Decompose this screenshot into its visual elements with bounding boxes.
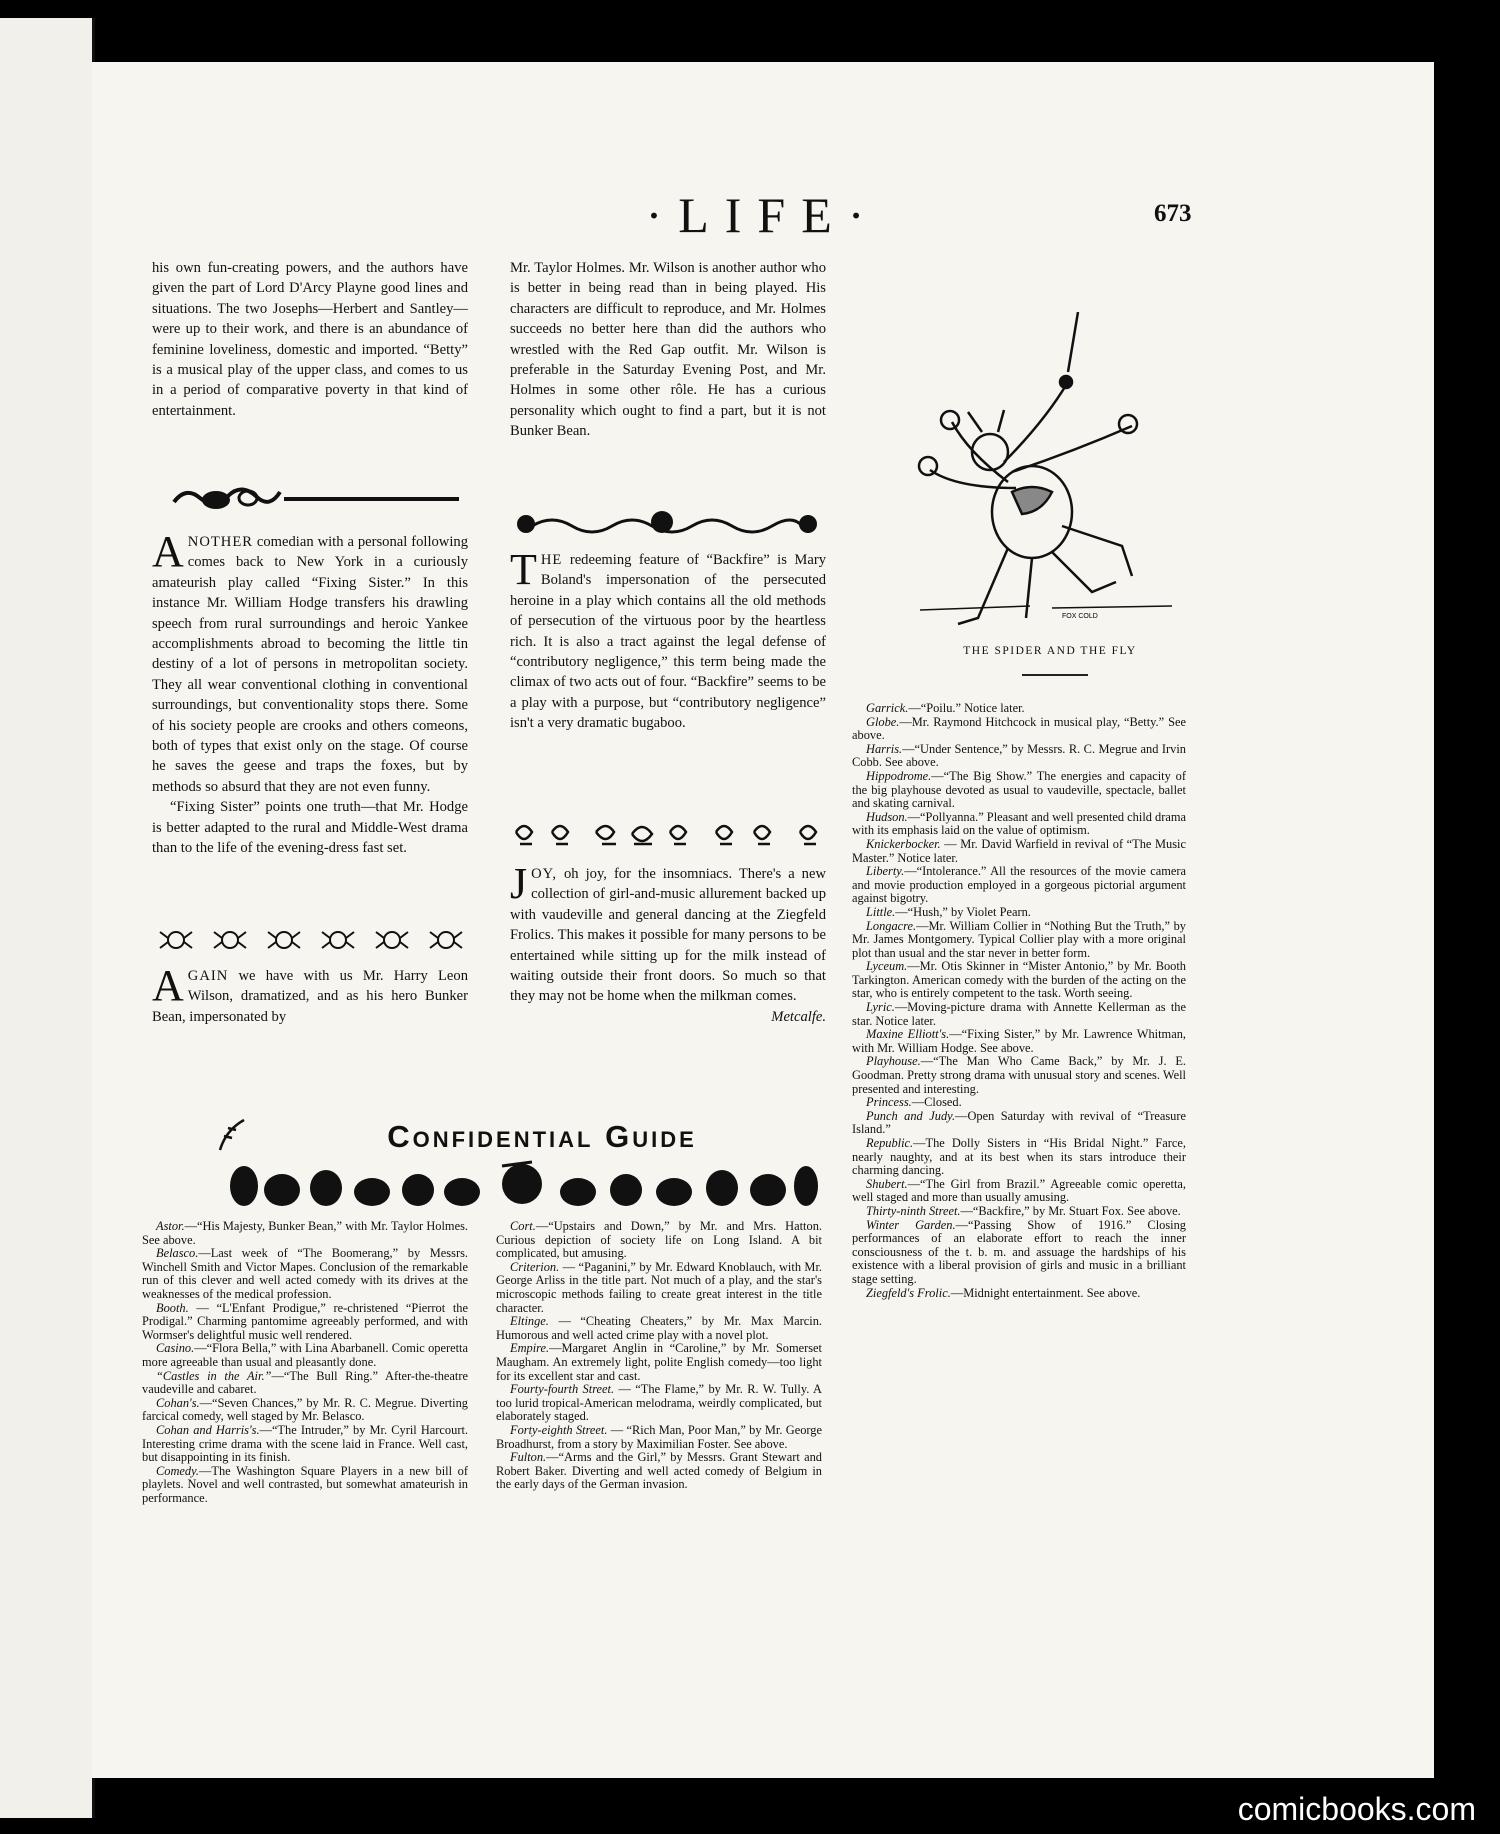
artist-signature: FOX COLD [1062, 613, 1098, 620]
guide-entry: Harris.—“Under Sentence,” by Messrs. R. C. Megrue and Irvin Cobb. See above. [852, 741, 1186, 770]
previous-page-edge [0, 18, 95, 1818]
guide-entry: Cohan's.—“Seven Chances,” by Mr. R. C. Megrue. Diverting farcical comedy, well staged by Mr. Belasco. [142, 1395, 468, 1424]
guide-entry: Fulton.—“Arms and the Girl,” by Messrs. Grant Stewart and Robert Baker. Diverting and well acted comedy of Belgium in the early days of the German invasion. [496, 1450, 822, 1492]
guide-entry: Maxine Elliott's.—“Fixing Sister,” by Mr. Lawrence Whitman, with Mr. William Hodge. See above. [852, 1027, 1186, 1055]
review-column-1b [152, 527, 468, 859]
guide-entry: Booth. — “L'Enfant Prodigue,” re-christened “Pierrot the Prodigal.” Charming pantomime agreeably performed, and with Wormser's delightful music well rendered. [142, 1300, 468, 1342]
guide-entry: Playhouse.—“The Man Who Came Back,” by Mr. J. E. Goodman. Pretty strong drama with unusual story and scenes. Well presented and interesting. [852, 1054, 1186, 1096]
guide-entry: “Castles in the Air.”—“The Bull Ring.” After-the-theatre vaudeville and cabaret. [142, 1368, 468, 1397]
guide-entry: Cohan and Harris's.—“The Intruder,” by Mr. Cyril Harcourt. Interesting crime drama with the scene laid in France. Well cast, but disappointing in its finish. [142, 1422, 468, 1465]
guide-entry: Winter Garden.—“Passing Show of 1916.” Closing performances of an elaborate effort to reach the inner consciousness of the t. b. m. and assuage the hardships of his existence with a liberal provision of girls and music in a brilliant stage setting. [852, 1217, 1186, 1286]
paragraph: his own fun-creating powers, and the authors have given the part of Lord D'Arcy Playne good lines and situations. The two Josephs—Herbert and Santley—were up to their work, and there is an abundance of feminine loveliness, domestic and imported. “Betty” is a musical play of the upper class, and comes to us in a period of comparative poverty in that kind of entertainment. [152, 260, 468, 419]
figure-ornament-row [152, 924, 468, 956]
drop-cap: A [152, 961, 184, 1010]
paragraph: “Fixing Sister” points one truth—that Mr. Hodge is better adapted to the rural and Middle-West drama than to the life of the evening-dress fast set. [152, 799, 468, 857]
review-column-2b [510, 545, 826, 734]
guide-entry: Garrick.—“Poilu.” Notice later. [866, 701, 1025, 715]
guide-entry: Globe.—Mr. Raymond Hitchcock in musical play, “Betty.” See above. [852, 714, 1186, 743]
guide-entry: Fourty-fourth Street. — “The Flame,” by Mr. R. W. Tully. A too lurid tropical-American melodrama, weirdly complicated, but elaborately staged. [496, 1382, 822, 1424]
watermark: comicbooks.com [1237, 1791, 1476, 1827]
guide-entry: Ziegfeld's Frolic.—Midnight entertainment. See above. [866, 1285, 1141, 1300]
guide-entry: Forty-eighth Street. — “Rich Man, Poor Man,” by Mr. George Broadhurst, from a story by Maximilian Foster. See above. [496, 1422, 822, 1451]
guide-entry: Hudson.—“Pollyanna.” Pleasant and well presented child drama with its emphasis laid on the value of optimism. [852, 809, 1187, 838]
guide-entry: Belasco.—Last week of “The Boomerang,” by Messrs. Winchell Smith and Victor Mapes. Conclusion of the remarkable run of this clever and well acted comedy with its drives at the weaknesses of the medical profession. [142, 1246, 468, 1301]
guide-entry: Shubert.—“The Girl from Brazil.” Agreeable comic operetta, well staged and more than usually amusing. [852, 1176, 1186, 1205]
review-column-2c [510, 859, 826, 1027]
review-column-2 [510, 258, 826, 442]
orchestra-illustration [222, 1160, 822, 1212]
signature: Metcalfe. [771, 1008, 826, 1025]
illustration-caption: THE SPIDER AND THE FLY [963, 645, 1137, 657]
guide-entry: Cort.—“Upstairs and Down,” by Mr. and Mrs. Hatton. Curious depiction of society life on Long Island. A bit complicated, but amusing. [496, 1219, 822, 1261]
review-column-1c [152, 961, 468, 1027]
page-number: 673 [1154, 200, 1192, 227]
paragraph: Mr. Taylor Holmes. Mr. Wilson is another author who is better in being read than in being played. His characters are difficult to reproduce, and Mr. Holmes succeeds no better here than did the authors who wrestled with the Red Gap outfit. Mr. Wilson is preferable in the Saturday Evening Post, and Mr. Holmes in some other rôle. He has a curious personality which ought to find a part, but it is not Bunker Bean. [510, 260, 826, 440]
guide-entry: Liberty.—“Intolerance.” All the resources of the movie camera and movie production employed in a gorgeous pictorial argument against bigotry. [852, 864, 1186, 906]
guide-column-2 [496, 1220, 822, 1492]
guide-title: Confidential Guide [387, 1119, 697, 1154]
spider-illustration [912, 312, 1182, 642]
drop-cap: A [152, 527, 184, 576]
caption-rule [1022, 674, 1088, 676]
magazine-page [92, 62, 1434, 1778]
paragraph: ANOTHER comedian with a personal following comes back to New York in a curiously amateurish play called “Fixing Sister.” In this instance Mr. William Hodge transfers his drawling speech from rural surroundings and heroic Yankee accomplishments abroad to becoming the little tin destiny of a lot of persons in metropolitan society. They all wear conventional clothing in conventional surroundings, but conventionality stops there. Some of his society people are crooks and others comeons, both of types that exist only on the stage. Of course he saves the geese and traps the foxes, but by methods so absurd that they are not even funny. [152, 527, 468, 795]
guide-entry: Casino.—“Flora Bella,” with Lina Abarbanell. Comic operetta more agreeable than usual and pleasantly done. [142, 1341, 468, 1369]
guide-entry: Princess.—Closed. [866, 1095, 962, 1110]
guide-entry: Hippodrome.—“The Big Show.” The energies and capacity of the big playhouse devoted as usual to vaudeville, spectacle, ballet and skating carnival. [852, 768, 1186, 811]
guide-entry: Astor.—“His Majesty, Bunker Bean,” with Mr. Taylor Holmes. See above. [142, 1219, 468, 1247]
scroll-ornament [166, 482, 466, 516]
guide-entry: Punch and Judy.—Open Saturday with revival of “Treasure Island.” [852, 1108, 1186, 1137]
laurel-icon [214, 1114, 254, 1154]
paragraph: THE redeeming feature of “Backfire” is Mary Boland's impersonation of the persecuted heroine in a play which contains all the old methods of persecution of the virtuous poor by the heartless rich. It is also a tract against the legal defense of “contributory negligence,” this term being made the climax of two acts out of four. “Backfire” seems to be a play with a purpose, but “contributory negligence” isn't a very dramatic bugaboo. [510, 545, 826, 732]
drop-cap: T [510, 545, 537, 594]
guide-entry: Empire.—Margaret Anglin in “Caroline,” by Mr. Somerset Maugham. An extremely light, polite English comedy—too light for its excellent star and cast. [496, 1341, 822, 1383]
doodle-ornament-row [510, 818, 826, 854]
guide-entry: Republic.—The Dolly Sisters in “His Bridal Night.” Farce, nearly naughty, and at its best when its stars introduce their charming dancing. [852, 1136, 1186, 1178]
masthead: ·LIFE· [645, 187, 881, 243]
guide-column-3 [852, 702, 1186, 1300]
paragraph: JOY, oh joy, for the insomniacs. There's a new collection of girl-and-music allurement backed up with vaudeville and general dancing at the Ziegfeld Frolics. This makes it possible for many persons to be entertained while sitting up for the milk instead of waiting outside their front doors. So much so that they may not be home when the milkman comes. [510, 859, 826, 1005]
guide-entry: Thirty-ninth Street.—“Backfire,” by Mr. Stuart Fox. See above. [866, 1203, 1181, 1218]
guide-column-1 [142, 1220, 468, 1505]
guide-entry: Comedy.—The Washington Square Players in a new bill of playlets. Novel and well contrasted, but somewhat amateurish in performance. [142, 1463, 468, 1505]
guide-entry: Eltinge. — “Cheating Cheaters,” by Mr. Max Marcin. Humorous and well acted crime play with a novel plot. [496, 1314, 822, 1342]
guide-entry: Little.—“Hush,” by Violet Pearn. [866, 904, 1031, 919]
review-column-1 [152, 258, 468, 421]
mask-ornament [512, 504, 822, 540]
guide-entry: Knickerbocker. — Mr. David Warfield in revival of “The Music Master.” Notice later. [852, 836, 1186, 865]
guide-entry: Longacre.—Mr. William Collier in “Nothing But the Truth,” by Mr. James Montgomery. Typical Collier play with a more original plot than usual and the star never in better form. [852, 918, 1186, 960]
drop-cap: J [510, 859, 528, 908]
paragraph: AGAIN we have with us Mr. Harry Leon Wilson, dramatized, and as his hero Bunker Bean, impersonated by [152, 961, 468, 1025]
guide-entry: Criterion. — “Paganini,” by Mr. Edward Knoblauch, with Mr. George Arliss in the title part. Not much of a play, and the star's microscopic methods failing to create great interest in the title character. [496, 1259, 822, 1315]
guide-entry: Lyceum.—Mr. Otis Skinner in “Mister Antonio,” by Mr. Booth Tarkington. American comedy with the burden of the acting on the star, who is entirely competent to the task. Worth seeing. [852, 959, 1186, 1001]
guide-entry: Lyric.—Moving-picture drama with Annette Kellerman as the star. Notice later. [852, 1000, 1186, 1028]
